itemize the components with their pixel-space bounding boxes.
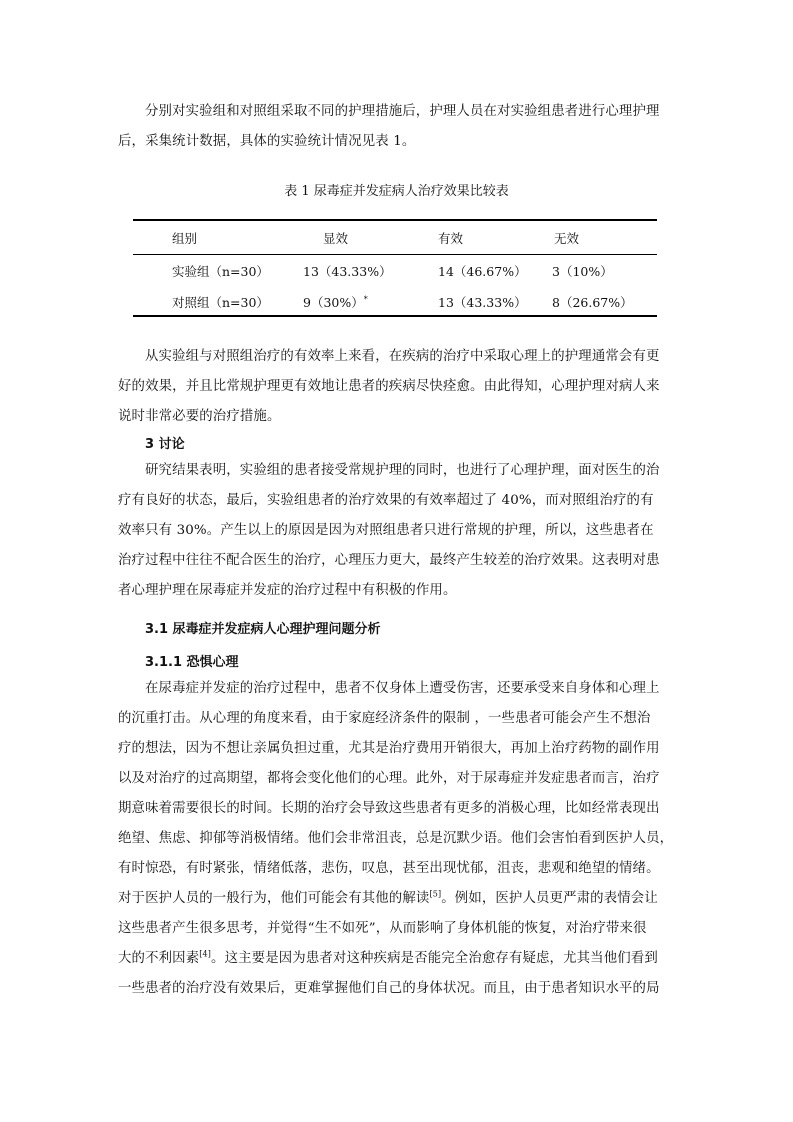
fear-paragraph — [118, 674, 678, 1004]
table-top-rule — [133, 219, 657, 221]
text-segment: 。例如，医护人员更严肃的表情会让 — [441, 891, 658, 906]
text-line: 治疗过程中往往不配合医生的治疗，心理压力更大，最终产生较差的治疗效果。这表明对患 — [118, 553, 660, 568]
text-line: 在尿毒症并发症的治疗过程中，患者不仅身体上遭受伤害，还要承受来自身体和心理上 — [145, 681, 660, 696]
text-line: 疗的想法，因为不想让亲属负担过重，尤其是治疗费用开销很大，再加上治疗药物的副作用 — [118, 741, 660, 756]
table-cell: 对照组（n=30） — [172, 295, 269, 310]
text-line: 后，采集统计数据，具体的实验统计情况见表 1。 — [118, 134, 416, 149]
significance-mark: * — [363, 294, 368, 304]
table-cell: 14（46.67%） — [438, 264, 527, 279]
section-heading: 3 讨论 — [145, 437, 185, 452]
text-line: 这些患者产生很多思考，并觉得“生不如死”，从而影响了身体机能的恢复，对治疗带来很 — [118, 921, 647, 936]
text-line: 研究结果表明，实验组的患者接受常规护理的同时，也进行了心理护理，面对医生的治 — [145, 463, 660, 478]
text-line: 分别对实验组和对照组采取不同的护理措施后，护理人员在对实验组患者进行心理护理 — [145, 104, 660, 119]
table-caption: 表 1 尿毒症并发症病人治疗效果比较表 — [284, 184, 509, 199]
table-cell: 13（43.33%） — [438, 295, 527, 310]
text-line: 者心理护理在尿毒症并发症的治疗过程中有积极的作用。 — [118, 583, 457, 598]
comparison-paragraph — [118, 342, 678, 432]
table-header-effective: 有效 — [438, 231, 464, 246]
text-line: 好的效果，并且比常规护理更有效地让患者的疾病尽快痊愈。由此得知，心理护理对病人来 — [118, 379, 660, 394]
table-cell: 8（26.67%） — [552, 295, 633, 310]
intro-paragraph — [118, 97, 678, 157]
subsubsection-heading: 3.1.1 恐惧心理 — [145, 655, 239, 670]
discussion-paragraph — [118, 456, 678, 606]
text-line: 一些患者的治疗没有效果后，更难掌握他们自己的身体状况。而且，由于患者知识水平的局 — [118, 981, 660, 996]
table-header-marked: 显效 — [323, 231, 349, 246]
cell-value: 9（30%） — [303, 295, 364, 310]
table-header-ineffective: 无效 — [554, 231, 580, 246]
table-cell: 实验组（n=30） — [172, 264, 269, 279]
citation-ref: [4] — [199, 949, 212, 959]
citation-ref: [5] — [429, 889, 442, 899]
text-segment: 。这主要是因为患者对这种疾病是否能完全治愈存有疑虑，尤其当他们看到 — [211, 951, 658, 966]
table-cell-with-mark — [303, 293, 368, 311]
subsection-heading: 3.1 尿毒症并发症病人心理护理问题分析 — [145, 622, 381, 637]
text-line — [118, 884, 678, 914]
text-line: 以及对治疗的过高期望，都将会变化他们的心理。此外，对于尿毒症并发症患者而言，治疗 — [118, 771, 660, 786]
text-line: 绝望、焦虑、抑郁等消极情绪。他们会非常沮丧，总是沉默少语。他们会害怕看到医护人员， — [118, 831, 674, 846]
table-cell: 13（43.33%） — [303, 264, 392, 279]
text-line: 疗有良好的状态，最后，实验组患者的治疗效果的有效率超过了 40%，而对照组治疗的有 — [118, 493, 654, 508]
text-segment: 对于医护人员的一般行为，他们可能会有其他的解读 — [118, 891, 430, 906]
text-line — [118, 944, 678, 974]
text-line: 从实验组与对照组治疗的有效率上来看，在疾病的治疗中采取心理上的护理通常会有更 — [145, 349, 660, 364]
table-header-rule — [133, 254, 657, 255]
table-cell: 3（10%） — [552, 264, 613, 279]
text-line: 说时非常必要的治疗措施。 — [118, 409, 281, 424]
text-line: 效率只有 30%。产生以上的原因是因为对照组患者只进行常规的护理，所以，这些患者在 — [118, 523, 654, 538]
table-header-group: 组别 — [172, 231, 198, 246]
table-bottom-rule — [133, 315, 657, 317]
text-line: 有时惊恐，有时紧张，情绪低落，悲伤，叹息，甚至出现忧郁，沮丧，悲观和绝望的情绪。 — [118, 861, 660, 876]
text-segment: 大的不利因素 — [118, 951, 200, 966]
text-line: 期意味着需要很长的时间。长期的治疗会导致这些患者有更多的消极心理，比如经常表现出 — [118, 801, 660, 816]
text-line: 的沉重打击。从心理的角度来看，由于家庭经济条件的限制 ，一些患者可能会产生不想治 — [118, 711, 651, 726]
